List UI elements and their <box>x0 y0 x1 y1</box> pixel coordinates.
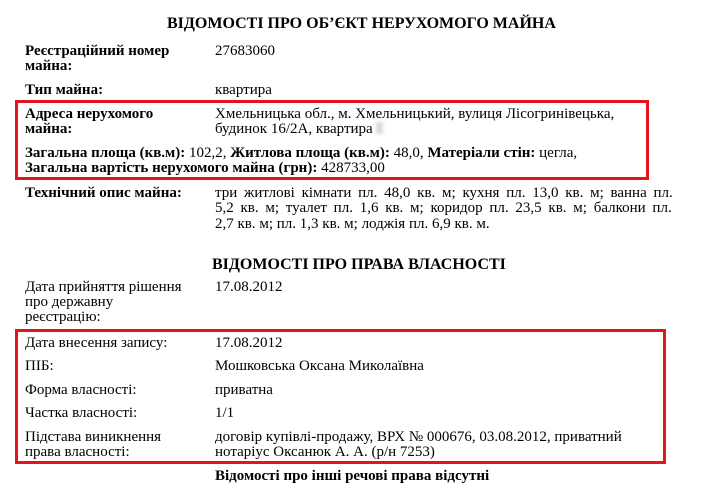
area-living-value: 48,0, <box>389 145 424 161</box>
ownership-share-value: 1/1 <box>215 405 235 421</box>
decision-date-label-line3: реєстрацію: <box>25 309 101 325</box>
cost-line <box>25 161 385 176</box>
property-type-label: Тип майна: <box>25 82 104 98</box>
tech-description-line3: 2,7 кв. м; пл. 1,3 кв. м; лоджія пл. 6,9 кв. м. <box>215 216 490 232</box>
ownership-form-value: приватна <box>215 382 273 398</box>
basis-value-line2: нотаріус Оксанюк А. А. (р/н 7253) <box>215 444 435 460</box>
address-label-line2: майна: <box>25 121 73 137</box>
address-value-line2-text: будинок 16/2А, квартира <box>215 121 373 137</box>
address-value-line1: Хмельницька обл., м. Хмельницький, вулиця Лісогринівецька, <box>215 106 615 122</box>
tech-description-label: Технічний опис майна: <box>25 185 182 201</box>
decision-date-label-line2: про державну <box>25 294 114 310</box>
materials-label: Матеріали стін: <box>427 145 536 161</box>
owner-name-value: Мошковська Оксана Миколаївна <box>215 358 424 374</box>
basis-value-line1: договір купівлі-продажу, ВРХ № 000676, 03.08.2012, приватний <box>215 429 622 445</box>
area-line <box>25 146 577 161</box>
decision-date-label-line1: Дата прийняття рішення <box>25 279 182 295</box>
entry-date-label: Дата внесення запису: <box>25 335 168 351</box>
cost-value: 428733,00 <box>317 160 385 176</box>
tech-description-line2: 5,2 кв. м; туалет пл. 1,6 кв. м; коридор пл. 23,5 кв. м; балкони пл. <box>215 200 672 216</box>
area-living-label: Житлова площа (кв.м): <box>230 145 390 161</box>
reg-number-label-line1: Реєстраційний номер <box>25 43 170 59</box>
entry-date-value: 17.08.2012 <box>215 335 283 351</box>
ownership-form-label: Форма власності: <box>25 382 137 398</box>
owner-name-label: ПІБ: <box>25 358 54 374</box>
materials-value: цегла, <box>535 145 578 161</box>
ownership-share-label: Частка власності: <box>25 405 138 421</box>
other-rights-note: Відомості про інші речові права відсутні <box>215 468 490 484</box>
tech-description-line1: три житлові кімнати пл. 48,0 кв. м; кухня пл. 13,0 кв. м; ванна пл. <box>215 185 673 201</box>
basis-label-line1: Підстава виникнення <box>25 429 162 445</box>
cost-label: Загальна вартість нерухомого майна (грн): <box>25 160 318 176</box>
reg-number-value: 27683060 <box>215 43 275 59</box>
address-label-line1: Адреса нерухомого <box>25 106 154 122</box>
object-section-heading: ВІДОМОСТІ ПРО ОБ’ЄКТ НЕРУХОМОГО МАЙНА <box>167 15 556 32</box>
basis-label-line2: права власності: <box>25 444 130 460</box>
rights-section-heading: ВІДОМОСТІ ПРО ПРАВА ВЛАСНОСТІ <box>212 256 506 273</box>
address-value-line2 <box>215 122 383 137</box>
property-type-value: квартира <box>215 82 272 98</box>
area-total-label: Загальна площа (кв.м): <box>25 145 186 161</box>
area-total-value: 102,2, <box>185 145 227 161</box>
decision-date-value: 17.08.2012 <box>215 279 283 295</box>
reg-number-label-line2: майна: <box>25 58 73 74</box>
redacted-mark <box>376 122 383 134</box>
